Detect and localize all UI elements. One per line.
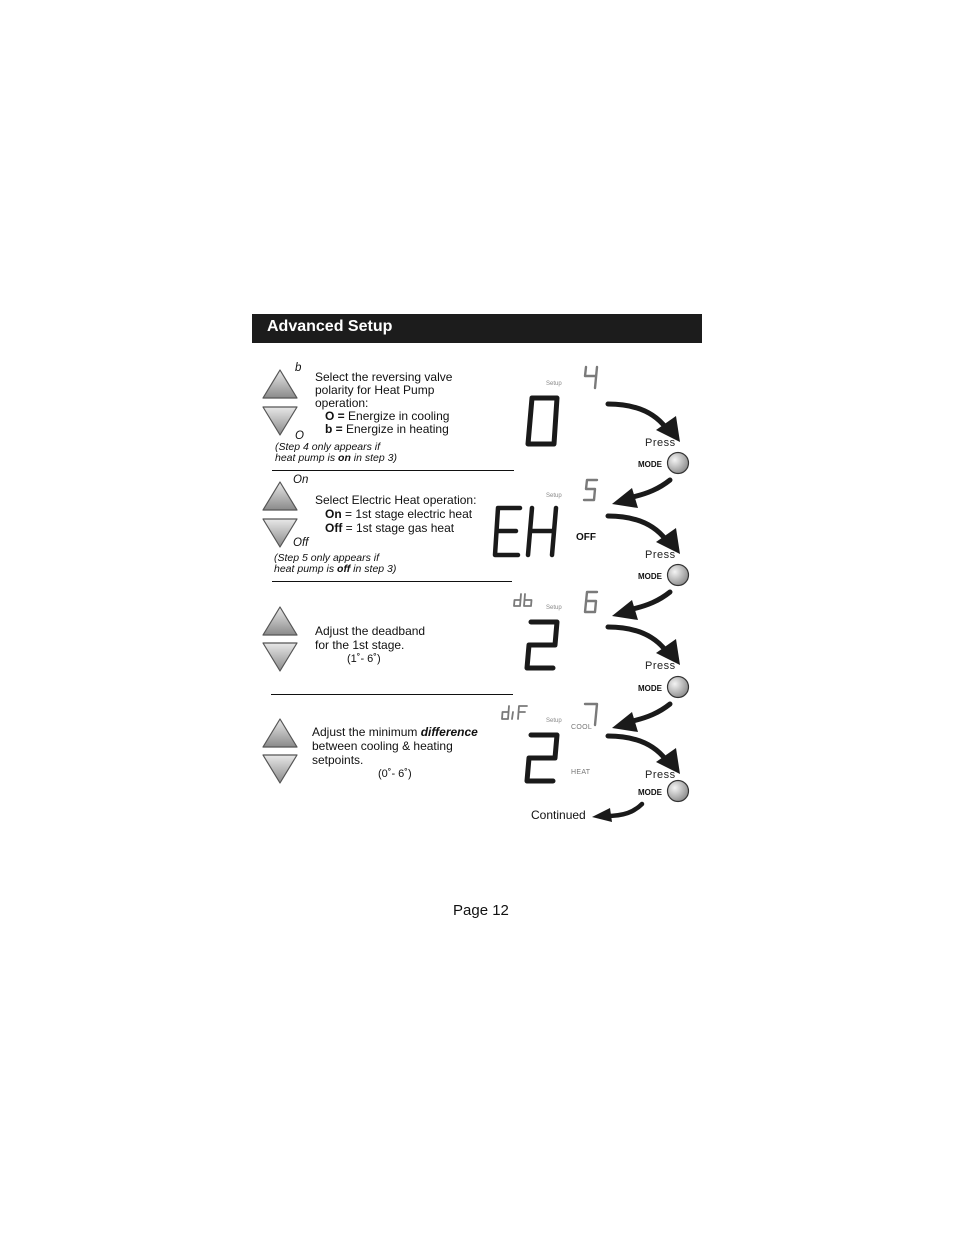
down-arrow-button[interactable] [261, 405, 299, 437]
up-arrow-button[interactable] [261, 368, 299, 400]
down-arrow-button[interactable] [261, 641, 299, 673]
step7-description: Adjust the minimum difference between cooling & heating setpoints. (0˚- 6˚) [312, 725, 478, 780]
down-arrow-button[interactable] [261, 753, 299, 785]
mode-label: MODE [638, 460, 662, 469]
mode-button[interactable] [666, 451, 690, 475]
up-arrow-label: On [293, 474, 309, 486]
setup-label: Setup [546, 718, 562, 724]
divider [272, 470, 514, 471]
mode-button[interactable] [666, 563, 690, 587]
step4-description: Select the reversing valve polarity for Heat Pump operation: O = Energize in cooling b = Energize in heating [315, 370, 453, 436]
mode-button[interactable] [666, 779, 690, 803]
continued-label: Continued [531, 808, 586, 822]
mode-label: MODE [638, 684, 662, 693]
display-digit-2 [522, 617, 564, 673]
section-title: Advanced Setup [267, 318, 393, 335]
down-arrow-label: Off [293, 537, 309, 549]
press-label: Press [645, 769, 676, 781]
transition-arrow-icon [608, 700, 674, 734]
display-label-dIF [500, 704, 530, 722]
step-number-5 [582, 477, 600, 503]
display-code-EH [490, 503, 560, 561]
down-arrow-label: O [295, 430, 304, 442]
mode-label: MODE [638, 788, 662, 797]
step4-note: (Step 4 only appears if heat pump is on in step 3) [275, 441, 397, 464]
transition-arrow-icon [608, 588, 674, 622]
display-label-db [512, 592, 534, 608]
step-number-6 [582, 589, 600, 615]
transition-arrow-icon [608, 476, 674, 510]
heat-indicator: HEAT [571, 769, 591, 776]
setup-label: Setup [546, 493, 562, 499]
step5-description: Select Electric Heat operation: On = 1st stage electric heat Off = 1st stage gas heat [315, 493, 477, 535]
setup-label: Setup [546, 605, 562, 611]
up-arrow-button[interactable] [261, 480, 299, 512]
up-arrow-button[interactable] [261, 717, 299, 749]
divider [272, 581, 512, 582]
mode-label: MODE [638, 572, 662, 581]
up-arrow-label: b [295, 362, 302, 374]
press-label: Press [645, 437, 676, 449]
step6-description: Adjust the deadband for the 1st stage. (1˚- 6˚) [315, 624, 426, 665]
display-digit-0 [522, 393, 564, 449]
range-text: (0˚- 6˚) [378, 768, 412, 780]
divider [271, 694, 513, 695]
cool-indicator: COOL [571, 724, 593, 731]
step-number-4 [582, 364, 600, 390]
up-arrow-button[interactable] [261, 605, 299, 637]
mode-button[interactable] [666, 675, 690, 699]
status-off-indicator: OFF [576, 532, 596, 543]
setup-label: Setup [546, 381, 562, 387]
step5-note: (Step 5 only appears if heat pump is off in step 3) [274, 552, 397, 575]
press-label: Press [645, 549, 676, 561]
page-number: Page 12 [453, 902, 509, 919]
display-digit-2 [522, 730, 564, 786]
range-text: (1˚- 6˚) [347, 653, 381, 665]
continued-arrow-icon [590, 800, 646, 822]
press-label: Press [645, 660, 676, 672]
